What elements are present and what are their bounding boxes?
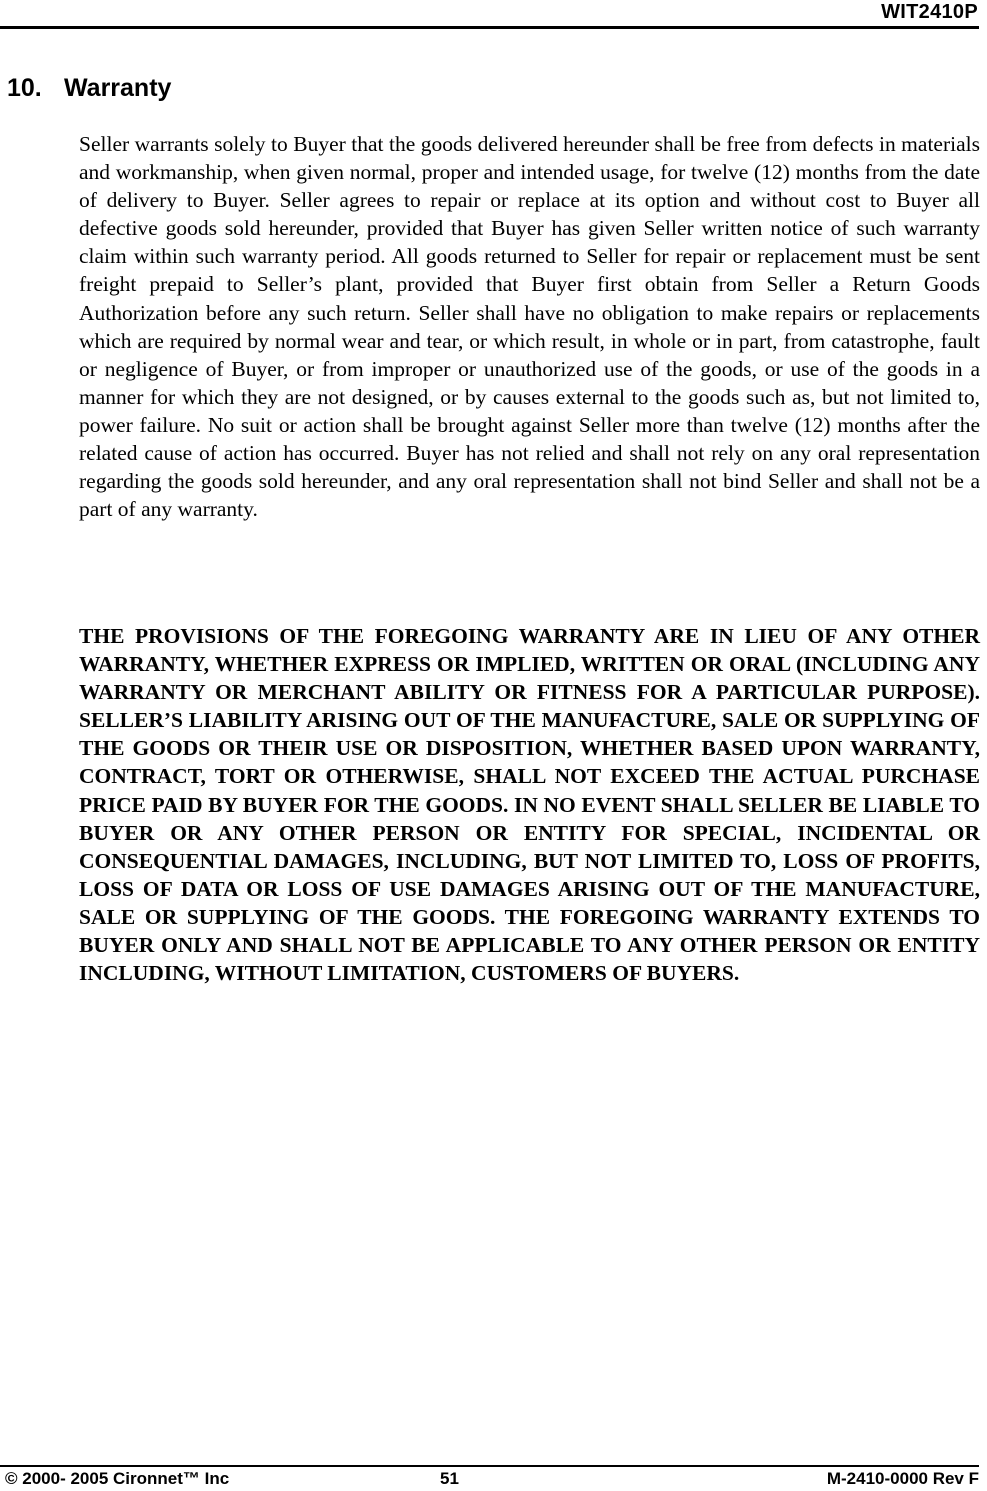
- warranty-disclaimer-paragraph: THE PROVISIONS OF THE FOREGOING WARRANTY ARE IN LIEU OF ANY OTHER WARRANTY, WHETHER EXPRESS OR IMPLIED, WRITTEN OR ORAL (INCLUDING ANY WARRANTY OR MERCHANT ABILITY OR FITNESS FOR A PARTICULAR PURPOSE). SELLER’S LIABILITY ARISING OUT OF THE MANUFACTURE, SALE OR SUPPLYING OF THE GOODS OR THEIR USE OR DISPOSITION, WHETHER BASED UPON WARRANTY, CONTRACT, TORT OR OTHERWISE, SHALL NOT EXCEED THE ACTUAL PURCHASE PRICE PAID BY BUYER FOR THE GOODS. IN NO EVENT SHALL SELLER BE LIABLE TO BUYER OR ANY OTHER PERSON OR ENTITY FOR SPECIAL, INCIDENTAL OR CONSEQUENTIAL DAMAGES, INCLUDING, BUT NOT LIMITED TO, LOSS OF PROFITS, LOSS OF DATA OR LOSS OF USE DAMAGES ARISING OUT OF THE MANUFACTURE, SALE OR SUPPLYING OF THE GOODS. THE FOREGOING WARRANTY EXTENDS TO BUYER ONLY AND SHALL NOT BE APPLICABLE TO ANY OTHER PERSON OR ENTITY INCLUDING, WITHOUT LIMITATION, CUSTOMERS OF BUYERS.: [79, 624, 980, 986]
- footer-doc-rev: M-2410-0000 Rev F: [826, 1469, 979, 1488]
- header-doc-id: WIT2410P: [881, 1, 978, 23]
- section-number: 10.: [7, 74, 42, 102]
- footer-page-number: 51: [440, 1469, 459, 1488]
- footer-rule: [0, 1465, 979, 1467]
- warranty-paragraph: Seller warrants solely to Buyer that the goods delivered hereunder shall be free from defects in materials and workmanship, when given normal, proper and intended usage, for twelve (12) months from the date of delivery to Buyer. Seller agrees to repair or replace at its option and without cost to Buyer all defective goods sold hereunder, provided that Buyer has given Seller written notice of such warranty claim within such warranty period. All goods returned to Seller for repair or replacement must be sent freight prepaid to Seller’s plant, provided that Buyer first obtain from Seller a Return Goods Authorization before any such return. Seller shall have no obligation to make repairs or replacements which are required by normal wear and tear, or which result, in whole or in part, from catastrophe, fault or negligence of Buyer, or from improper or unauthorized use of the goods, or use of the goods in a manner for which they are not designed, or by causes external to the goods such as, but not limited to, power failure. No suit or action shall be brought against Seller more than twelve (12) months after the related cause of action has occurred. Buyer has not relied and shall not rely on any oral representation regarding the goods sold hereunder, and any oral representation shall not bind Seller and shall not be a part of any warranty.: [79, 132, 980, 522]
- section-heading: [7, 72, 171, 104]
- page-footer: [0, 1469, 979, 1491]
- footer-copyright: © 2000- 2005 Cironnet™ Inc: [5, 1469, 230, 1488]
- header-rule: [0, 26, 979, 29]
- section-title: Warranty: [64, 74, 172, 102]
